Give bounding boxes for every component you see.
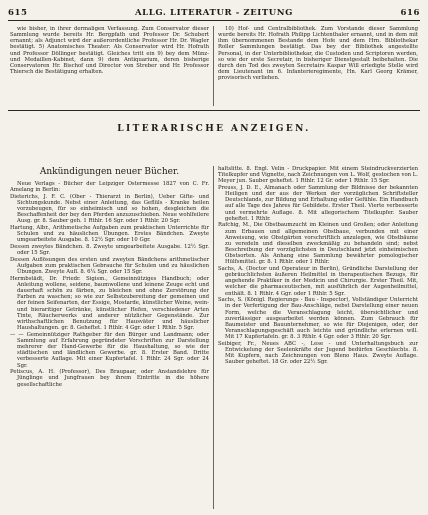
paragraph: wie bisher, in ihrer dermaligen Verfassung. Zum Conservator dieser Sammlung wurde bereits Hr. Bergpfath und Professor Dr. Schubert ernannt; als Adjunct wird der außerordentliche Professor Hr. Dr. Wagler bestätigt. 5) Anatomisches Theater: Als Conservator wird Hr. Hofrath und Professor Döllinger bestätigt. Gleiches tritt ein 9) bey dem Münz- und Medaillen-Kabinet, dann 9) dem Antiquarium, deren bisherige Conservatoren Hr. Bischof und Director von Streber und Hr. Professor Thiersch die Bestätigung erhalten. xyxy=(10,26,209,76)
section-rule xyxy=(8,110,420,111)
book-entry: — — Gemeinnütziger Rathgeber für den Bürger und Landmann; oder Sammlung auf Erfahrung gegründeter Vorschriften zur Darstellung mehrerer der Hand-Gewerbe für die Haushaltung, so wie der städtischen und ländlichen Gewerbe. gr. 8. Erster Band. Dritte verbesserte Auflage. Mit einer Kupfertafel. 1 Rthlr. 24 Sgr. oder 24 Sgr. xyxy=(10,331,209,369)
book-entry: Sachs, A. (Doctor und Operateur in Berlin), Gründliche Darstellung der gebräuchlichsten äußeren Heilmittel in therapeutischen Bezugs, für angehende Praktiker in der Medicin und Chirurgie. Erster Theil. Mit, welcher die pharmaceutischen, mit ausführlich der Augenheilmittel, enthält. 8. 1 Rthlr. 4 Ggr. oder 1 Rthlr. 5 Sgr. xyxy=(218,266,418,297)
lower-right-column xyxy=(218,166,418,509)
top-right-column xyxy=(218,26,418,106)
book-entry: Dessen Auflösungen des ersten und zweyten Bändchens arithmetischer Aufgaben zum praktischen Gebrauche für Schulen und zu häuslichen Übungen. Zweyte Aufl. 8. 6¼ Sgr. oder 15 Sgr. xyxy=(10,256,209,276)
page-number-left: 615 xyxy=(8,8,28,18)
book-entry: Preuss, J. D. E., Almanach oder Sammlung der Bildnisse der bekannten Heiligen und der aus der Werken der vorzüglichen Schriftsteller Deutschlands, zur Bildung und Erhaltung edler Gefühle. Ein Handbuch auf alle Tage des Jahres für Gebildete. Erster Theil. Vierte verbesserte und vermehrte Auflage. 8. Mit allegorischem Titelkupfer. Sauber geheftet. 1 Rthlr. xyxy=(218,184,418,222)
book-entry-continued: haltslitte. 8. Engl. Velin - Druckpapier. Mit einem Steindruckverzierten Titelkupfer und Vignette, nach Zeichnungen von L. Wolf, gestochen von L. Meyer jun. Sauber geheftet. 1 Rthlr. 12 Gr. oder 1 Rthlr. 15 Sgr. xyxy=(218,166,418,185)
page-header xyxy=(8,8,420,21)
paragraph: 10) Hof- und Centralbibliothek. Zum Vorstande dieser Sammlung wurde bereits Hr. Hofrath Philipp Lichtenthaler ernannt, und in dem mit ihm übernommenen Bestande dem Hofe und dem Hrn. Bibliothekar Roller Sammlungen bestätigt. Das bey der Bibliothek angestellte Personal, in der Unterbibliothekar, die Custoden und Scriptoren werden, so wie der erste Secretair, in bisheriger Dienstgestalt beibehalten. Die durch den Tod des zweyten Secretairs Kaspar Will erledigte Stelle wird dem Lieutenant im 6. Infanterieregimente, Hn. Karl Georg Krämer, provisorisch verliehen. xyxy=(218,26,418,82)
lower-left-column xyxy=(10,166,209,509)
page-number-right: 616 xyxy=(400,8,420,18)
subsection-heading: Ankündigungen neuer Bücher. xyxy=(39,167,180,177)
book-entry: Seibiger, Fr., Neues ABC -, Lese - und Unterhaltungsbuch zur Entwickelung der Seelenkräfte der Jugend bedürfen Geschlechts. 8. Mit Kupfern, nach Zeichnungen von Bleno Haus. Zweyte Auflage. Sauber geheftet. 18 Gr. oder 22½ Sgr. xyxy=(218,340,418,366)
journal-title: ALLG. LITERATUR - ZEITUNG xyxy=(134,8,294,18)
book-entry: Petiscus, A. H. (Professor), Des Braupaar, oder Anstandslehre für Jünglinge und Jungfrauen bey ihrem Eintritte in die höhere gesellschaftliche xyxy=(10,369,209,388)
book-entry: Sachs, S. (Königl. Regierungs - Bau - Inspector), Vollständiger Unterricht in der Verfertigung der Bau-Anschläge, nebst Darstellung einer neuen Form, welche die Veranschlagung leicht, übersichtlicher und zuverlässiger ausgearbeitet werden können. Zum Gebrauch für Baumeister und Bauunternehmer, so wie für Diejenigen, oder, der Veranschlagungsgeschäft auch leichte und gründliche erlernen will. Mit 17 Kupfertafeln. gr. 8. 3 Rthlr. 4 Ggr. oder 3 Rthlr. 20 Sgr. xyxy=(218,297,418,341)
column-divider xyxy=(213,166,214,509)
book-entry: Dieterichs, J. F. C. (Ober - Thierarzt in Berlin), Ueber Gifte- und Sichtungskunde. Nebst einer Anleitung, das Geflüls - Kranke heilen vorzubeugen, für so einheimisch und so hohen, desgleichen die Beschaffenheit der bey den Pferden anzuzuschieben. Neue wohlfeilere Ausg. gr. 8. Sauber geh. 1 Rthlr. 16 Sgr. oder 1 Rthlr. 20 Sgr. xyxy=(10,193,209,225)
top-left-column xyxy=(10,26,209,106)
book-entry: Rafchig, M., Die Obstbaumzucht im Kleinen und Großen; oder Anleitung zum Erbauen und allgemeinen Obstbaue, verbunden mit einer Anweisung, wie Obstgärten vorschriftlich anzulegen, wie Obstbäume zu veredeln und dieselben zweckmäßig zu behandeln sind; nebst Beschreibung der vorzüglichsten in Deutschland jetzt einheimischen Obstsorten. Als Anhang eine Sammlung bewährter pomologischer Hülfsmittel. gr. 8. 1 Rthlr. oder 1 Rthlr. xyxy=(218,222,418,266)
column-divider xyxy=(213,26,214,106)
book-entry: Dessen zweytes Bändchen. 8. Zweyte umgearbeitete Ausgabe. 12½ Sgr. oder 15 Sgr. xyxy=(10,244,209,257)
book-entry: Hermbstädt, Dr. Friedr. Sigism., Gemeinnütziges Handbuch; oder Anleitung wollene, seidene, baumwollene und leinene Zeuge echt und dauerhaft schön zu färben, zu bleichen und ohne Zerstörung der Farben zu waschen; so wie zur Selbstzubereitung der gemeinen und der feinen Seifenarten, der Essige, Mostarde, künstlicher Weine, wein- und bieraritiger Getränke, künstlicher Hefen, verschiedener Arten Tinte, Räucherwerks und anderer nützlicher Gegenstände. Zur wirthschaftlichen Benutzung für Hausväter und häuslicher Haushaltungen. gr. 8. Geheftet. 1 Rthlr. 4 Ggr. oder 1 Rthlr. 5 Sgr. xyxy=(10,275,209,332)
book-entry: Hartung, Albr., Arithmetische Aufgaben zum praktischen Unterrichte für Schulen und zu häuslichen Übungen. Erstes Bändchen. Zweyte umgearbeitete Ausgabe. 8. 12½ Sgr. oder 10 Ggr. xyxy=(10,225,209,244)
section-heading: LITERARISCHE ANZEIGEN. xyxy=(117,124,311,134)
publisher-intro: Neue Verlags - Bücher der Leipziger Ostermesse 1827 von C. Fr. Amelang in Berlin: xyxy=(10,181,209,194)
